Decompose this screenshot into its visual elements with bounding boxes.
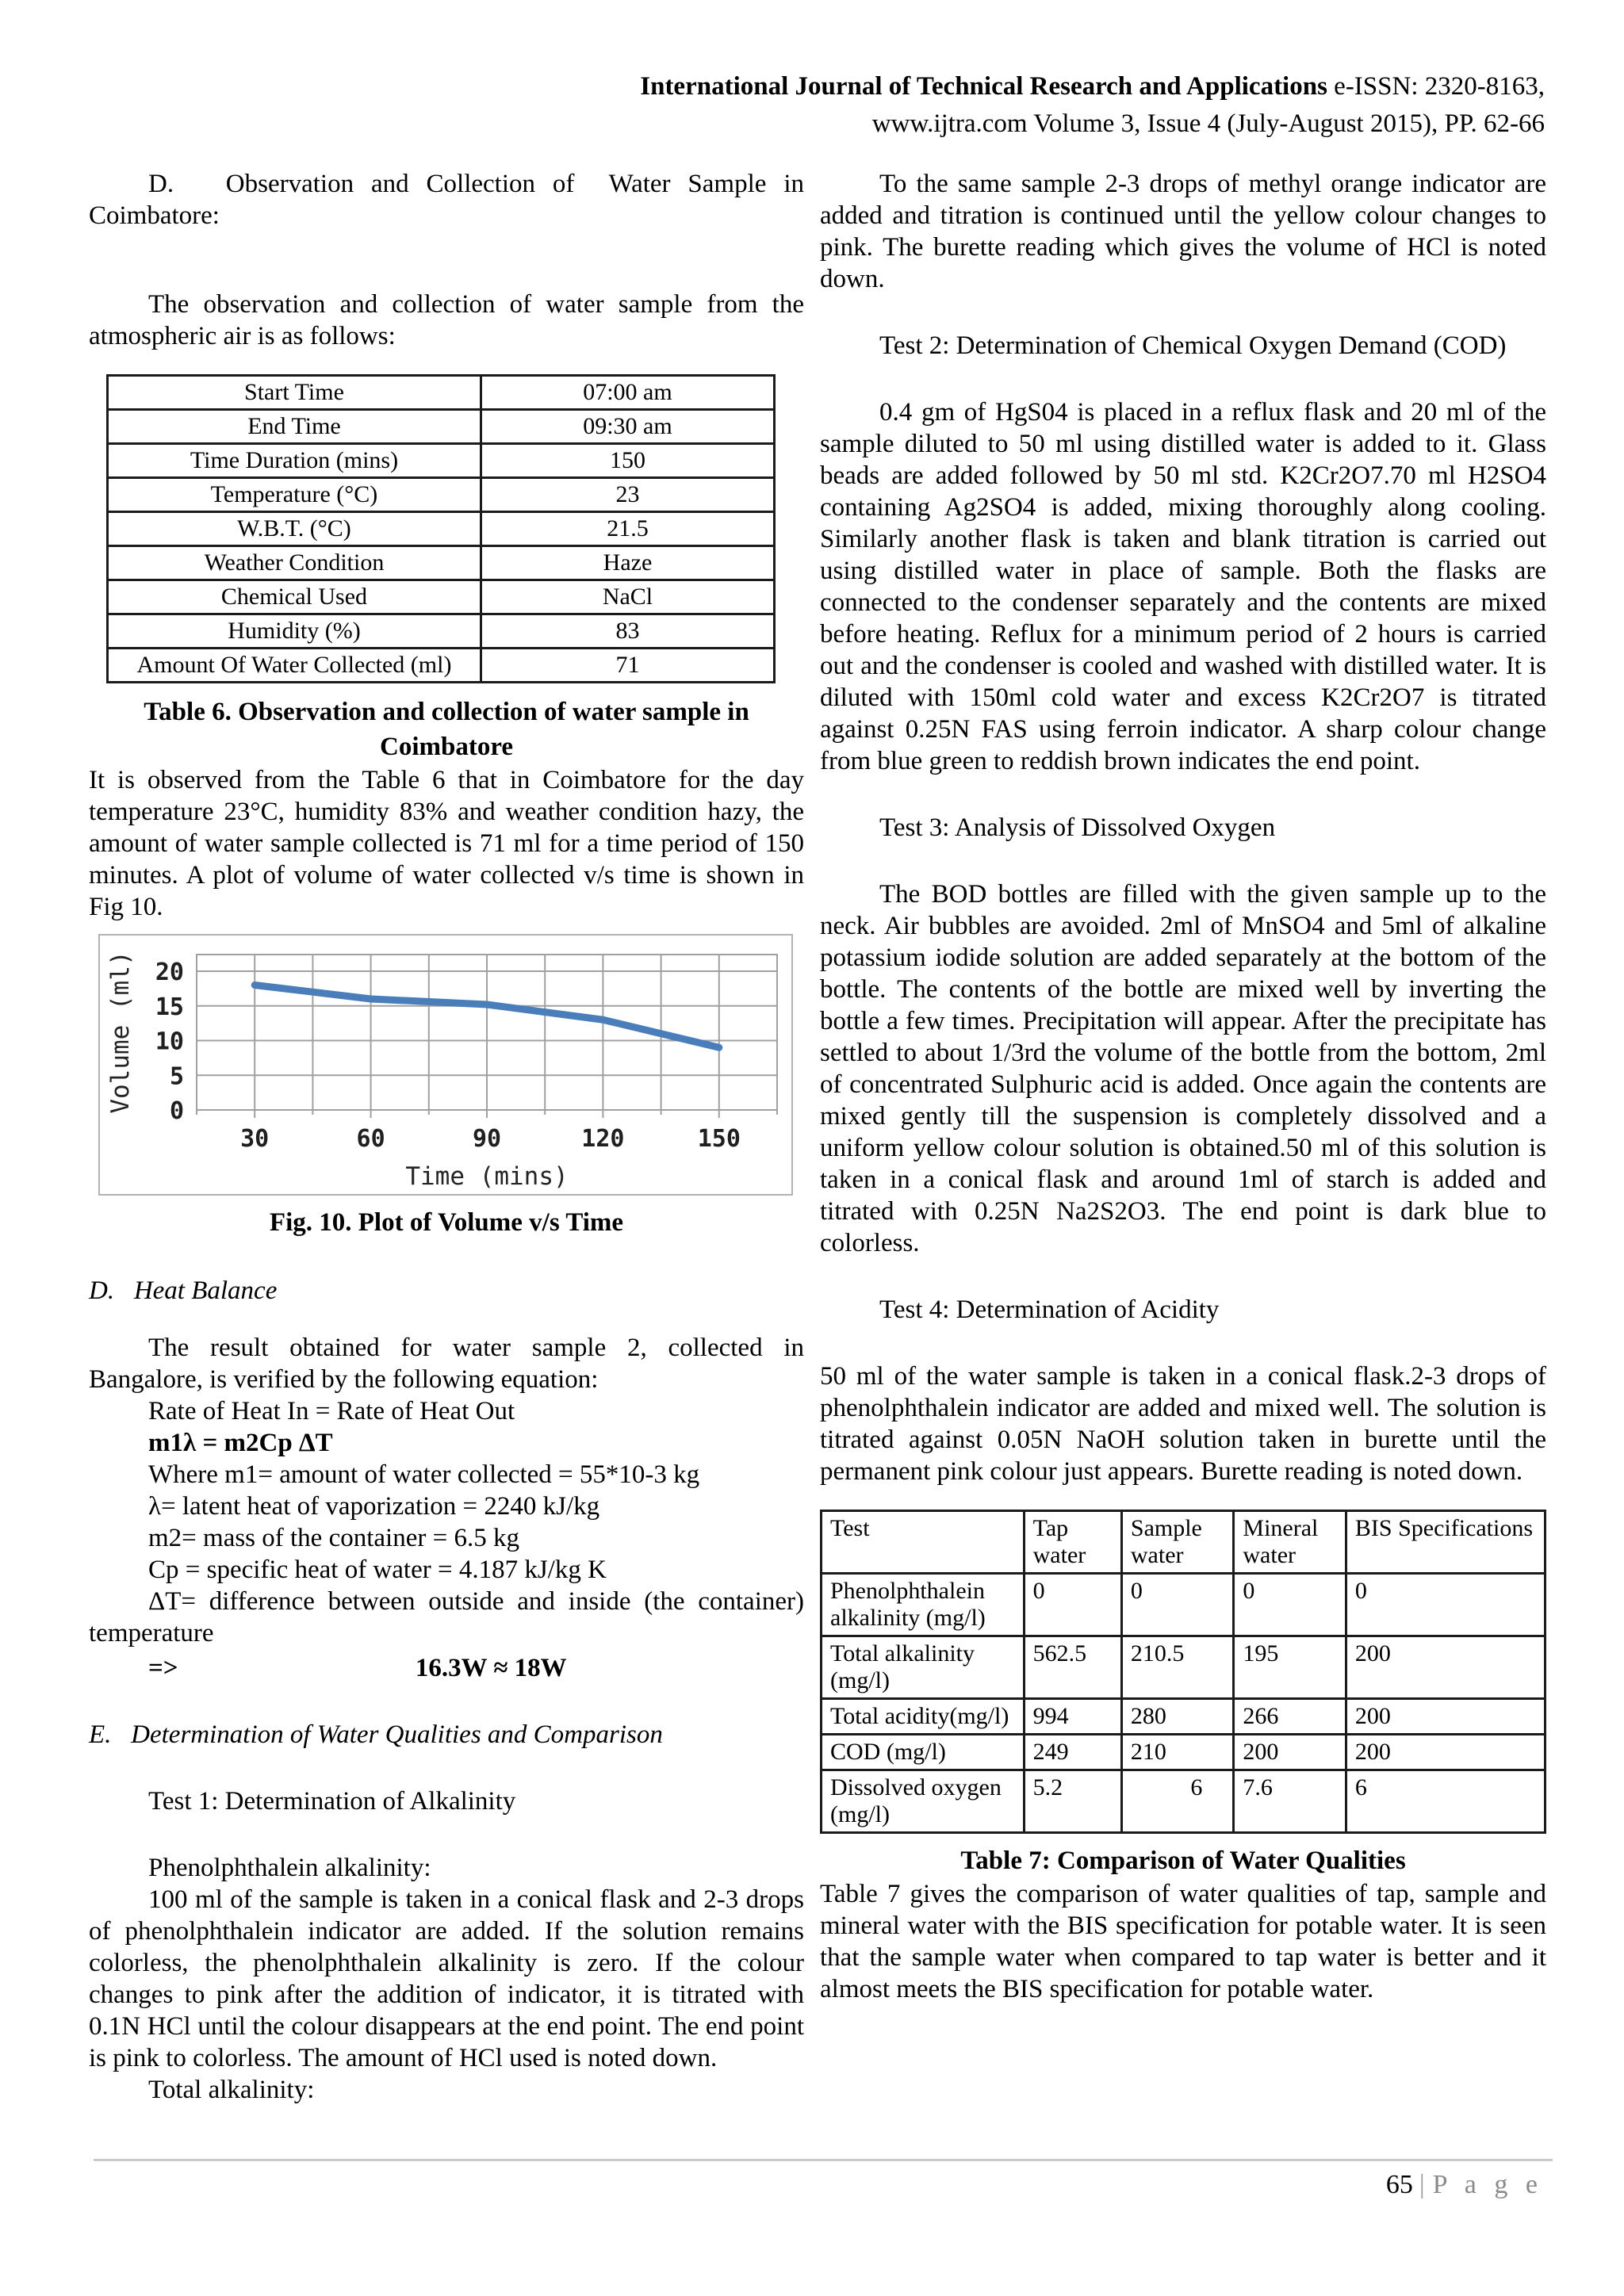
dissolved-oxygen-paragraph: The BOD bottles are filled with the given sample up to the neck. Air bubbles are avoided. 2ml of MnSO4 and 5ml of alkaline potassium iodide solution are added separately at the bottom of the bottle. The contents of the bottle are mixed well by inverting the bottle a few times. Precipitation will appear. After the precipitate has settled to about 1/3rd the volume of the bottle from the bottom, 2ml of concentrated Sulphuric acid is added. Once again the contents are mixed gently till the suspension is completely dissolved and a uniform yellow colour solution is obtained.50 ml of this solution is taken in a conical flask and around 1ml of starch is added and titrated with 0.25N Na2S2O3. The end point is dark blue to colorless. <box>820 880 1546 1257</box>
right-column <box>820 168 1546 2005</box>
table-cell: 210 <box>1121 1735 1234 1770</box>
methyl-orange-paragraph: To the same sample 2-3 drops of methyl orange indicator are added and titration is continued until the yellow colour changes to pink. The burette reading which gives the volume of HCl is noted down. <box>820 170 1546 293</box>
table6-observation <box>106 374 776 683</box>
footer-separator: | <box>1419 2170 1425 2199</box>
column-header: BIS Specifications <box>1346 1511 1545 1574</box>
table-cell: 7.6 <box>1234 1770 1346 1833</box>
table-cell: Weather Condition <box>108 546 481 580</box>
table-cell: 200 <box>1346 1699 1545 1735</box>
svg-text:20: 20 <box>155 959 184 986</box>
equation-line: Rate of Heat In = Rate of Heat Out <box>148 1397 515 1425</box>
table-cell: 0 <box>1121 1574 1234 1636</box>
table-cell: Temperature (°C) <box>108 478 481 512</box>
cod-paragraph: 0.4 gm of HgS04 is placed in a reflux flask and 20 ml of the sample diluted to 50 ml using distilled water is added to it. Glass beads are added followed by 50 ml std. K2Cr2O7.70 ml H2SO4 containing Ag2SO4 is added, mixing thoroughly along cooling. Similarly another flask is taken and blank titration is carried out using distilled water in place of sample. Both the flasks are connected to the condenser separately and the contents are mixed before heating. Reflux for a minimum period of 2 hours is carried out and the condenser is cooled and washed with distilled water. It is diluted with 150ml cold water and excess K2Cr2O7 is titrated against 0.25N FAS using ferroin indicator. A sharp colour change from blue green to reddish brown indicates the end point. <box>820 398 1546 775</box>
table-row <box>108 580 775 614</box>
test3-heading: Test 3: Analysis of Dissolved Oxygen <box>879 813 1276 842</box>
fig10-chart <box>98 934 793 1196</box>
total-alkalinity-label: Total alkalinity: <box>148 2076 315 2104</box>
svg-text:30: 30 <box>240 1125 270 1153</box>
y-axis-title: Volume (ml) <box>106 951 135 1114</box>
table-cell: Dissolved oxygen (mg/l) <box>822 1770 1025 1833</box>
table-cell: Total acidity(mg/l) <box>822 1699 1025 1735</box>
arrow-symbol: => <box>148 1654 178 1682</box>
table-cell: 6 <box>1346 1770 1545 1833</box>
table-cell: 195 <box>1234 1636 1346 1699</box>
svg-text:90: 90 <box>472 1125 502 1153</box>
closing-paragraph: Table 7 gives the comparison of water qualities of tap, sample and mineral water with the BIS specification for potable water. It is seen that the sample water when compared to tap water is better and it almost meets the BIS specification for potable water. <box>820 1880 1546 2003</box>
table-row <box>822 1574 1545 1636</box>
table-cell: 6 <box>1121 1770 1234 1833</box>
left-column <box>89 168 804 2106</box>
equation-line: Cp = specific heat of water = 4.187 kJ/kg K <box>148 1556 607 1584</box>
journal-header <box>0 68 1545 143</box>
page-footer <box>1386 2170 1543 2200</box>
svg-text:5: 5 <box>169 1062 184 1091</box>
table-row <box>108 478 775 512</box>
table-row <box>108 512 775 546</box>
table-cell: Haze <box>481 546 774 580</box>
footer-page-word: P a g e <box>1432 2170 1543 2199</box>
table-row <box>108 614 775 649</box>
journal-title: International Journal of Technical Research and Applications <box>640 72 1327 101</box>
journal-subtitle: www.ijtra.com Volume 3, Issue 4 (July-August 2015), PP. 62-66 <box>871 109 1545 138</box>
table-cell: 21.5 <box>481 512 774 546</box>
test1-heading: Test 1: Determination of Alkalinity <box>148 1787 516 1816</box>
table-row <box>108 410 775 444</box>
section-e-heading: E. Determination of Water Qualities and Comparison <box>89 1720 663 1749</box>
column-header: Sample water <box>1121 1511 1234 1574</box>
heat-intro: The result obtained for water sample 2, collected in Bangalore, is verified by the following equation: <box>89 1334 804 1394</box>
fig10-caption: Fig. 10. Plot of Volume v/s Time <box>269 1208 624 1237</box>
table-row <box>108 444 775 478</box>
equation-line: m1λ = m2Cp ΔT <box>148 1429 333 1457</box>
table-cell: W.B.T. (°C) <box>108 512 481 546</box>
observation-paragraph: It is observed from the Table 6 that in Coimbatore for the day temperature 23°C, humidity 83% and weather condition hazy, the amount of water sample collected is 71 ml for a time period of 150 minutes. A plot of volume of water collected v/s time is shown in Fig 10. <box>89 766 804 921</box>
table-cell: 23 <box>481 478 774 512</box>
table-cell: NaCl <box>481 580 774 614</box>
table-cell: Chemical Used <box>108 580 481 614</box>
table-cell: 994 <box>1024 1699 1121 1735</box>
table6-caption: Table 6. Observation and collection of water sample in Coimbatore <box>144 698 749 761</box>
table-header-row <box>822 1511 1545 1574</box>
table-row <box>822 1636 1545 1699</box>
equation-line: Where m1= amount of water collected = 55*10-3 kg <box>148 1460 700 1489</box>
table-row <box>108 649 775 683</box>
svg-text:15: 15 <box>155 993 184 1021</box>
table-cell: 07:00 am <box>481 376 774 410</box>
table-cell: 0 <box>1024 1574 1121 1636</box>
column-header: Test <box>822 1511 1025 1574</box>
table-cell: 09:30 am <box>481 410 774 444</box>
section-d-heading: D. Observation and Collection of Water Sample in Coimbatore: <box>89 170 804 230</box>
table-cell: Humidity (%) <box>108 614 481 649</box>
table-cell: 0 <box>1346 1574 1545 1636</box>
table-cell: End Time <box>108 410 481 444</box>
svg-text:120: 120 <box>581 1125 625 1153</box>
table-cell: COD (mg/l) <box>822 1735 1025 1770</box>
table-cell: 200 <box>1346 1636 1545 1699</box>
table-row <box>108 376 775 410</box>
table-cell: 200 <box>1346 1735 1545 1770</box>
table-cell: 266 <box>1234 1699 1346 1735</box>
table-cell: Total alkalinity (mg/l) <box>822 1636 1025 1699</box>
table-cell: Phenolphthalein alkalinity (mg/l) <box>822 1574 1025 1636</box>
alkalinity-paragraph: 100 ml of the sample is taken in a conical flask and 2-3 drops of phenolphthalein indicator are added. If the solution remains colorless, the phenolphthalein alkalinity is zero. If the colour changes to pink after the addition of indicator, it is titrated with 0.1N HCl until the colour disappears at the end point. The end point is pink to colorless. The amount of HCl used is noted down. <box>89 1885 804 2072</box>
footer-divider <box>94 2159 1553 2161</box>
table-cell: 71 <box>481 649 774 683</box>
table7-caption: Table 7: Comparison of Water Qualities <box>960 1846 1406 1875</box>
volume-time-line-chart <box>102 942 790 1192</box>
table-cell: 150 <box>481 444 774 478</box>
table-row <box>108 546 775 580</box>
column-header: Tap water <box>1024 1511 1121 1574</box>
equation-line: λ= latent heat of vaporization = 2240 kJ/kg <box>148 1492 600 1521</box>
svg-text:10: 10 <box>155 1027 184 1056</box>
equation-line: m2= mass of the container = 6.5 kg <box>148 1524 519 1552</box>
column-header: Mineral water <box>1234 1511 1346 1574</box>
heat-equations <box>89 1395 804 1649</box>
heat-balance-heading: D. Heat Balance <box>89 1276 278 1305</box>
equation-line: ΔT= difference between outside and inside (the container) temperature <box>89 1587 804 1647</box>
table7-comparison <box>820 1510 1546 1834</box>
table-cell: Time Duration (mins) <box>108 444 481 478</box>
test2-heading: Test 2: Determination of Chemical Oxygen Demand (COD) <box>879 331 1507 360</box>
table-cell: 562.5 <box>1024 1636 1121 1699</box>
table-cell: Start Time <box>108 376 481 410</box>
intro-paragraph: The observation and collection of water sample from the atmospheric air is as follows: <box>89 290 804 350</box>
journal-title-line <box>0 68 1545 105</box>
table-cell: 210.5 <box>1121 1636 1234 1699</box>
table-cell: 200 <box>1234 1735 1346 1770</box>
page-number: 65 <box>1385 2170 1413 2199</box>
table-row <box>822 1735 1545 1770</box>
heat-result-row <box>89 1652 804 1684</box>
test4-heading: Test 4: Determination of Acidity <box>879 1295 1220 1324</box>
table-cell: Amount Of Water Collected (ml) <box>108 649 481 683</box>
phenolphthalein-label: Phenolphthalein alkalinity: <box>148 1854 431 1882</box>
table-cell: 249 <box>1024 1735 1121 1770</box>
heat-result-value: 16.3W ≈ 18W <box>415 1654 567 1682</box>
table-row <box>822 1699 1545 1735</box>
x-axis-title: Time (mins) <box>405 1162 569 1191</box>
acidity-paragraph: 50 ml of the water sample is taken in a conical flask.2-3 drops of phenolphthalein indicator are added and mixed well. The solution is titrated against 0.05N NaOH solution taken in burette until the permanent pink colour just appears. Burette reading is noted down. <box>820 1362 1546 1486</box>
table-cell: 5.2 <box>1024 1770 1121 1833</box>
table-row <box>822 1770 1545 1833</box>
svg-text:60: 60 <box>356 1125 385 1153</box>
svg-text:150: 150 <box>697 1125 741 1153</box>
svg-text:0: 0 <box>169 1097 184 1125</box>
table-cell: 280 <box>1121 1699 1234 1735</box>
table-cell: 0 <box>1234 1574 1346 1636</box>
journal-issn: e-ISSN: 2320-8163, <box>1327 72 1545 101</box>
table-cell: 83 <box>481 614 774 649</box>
